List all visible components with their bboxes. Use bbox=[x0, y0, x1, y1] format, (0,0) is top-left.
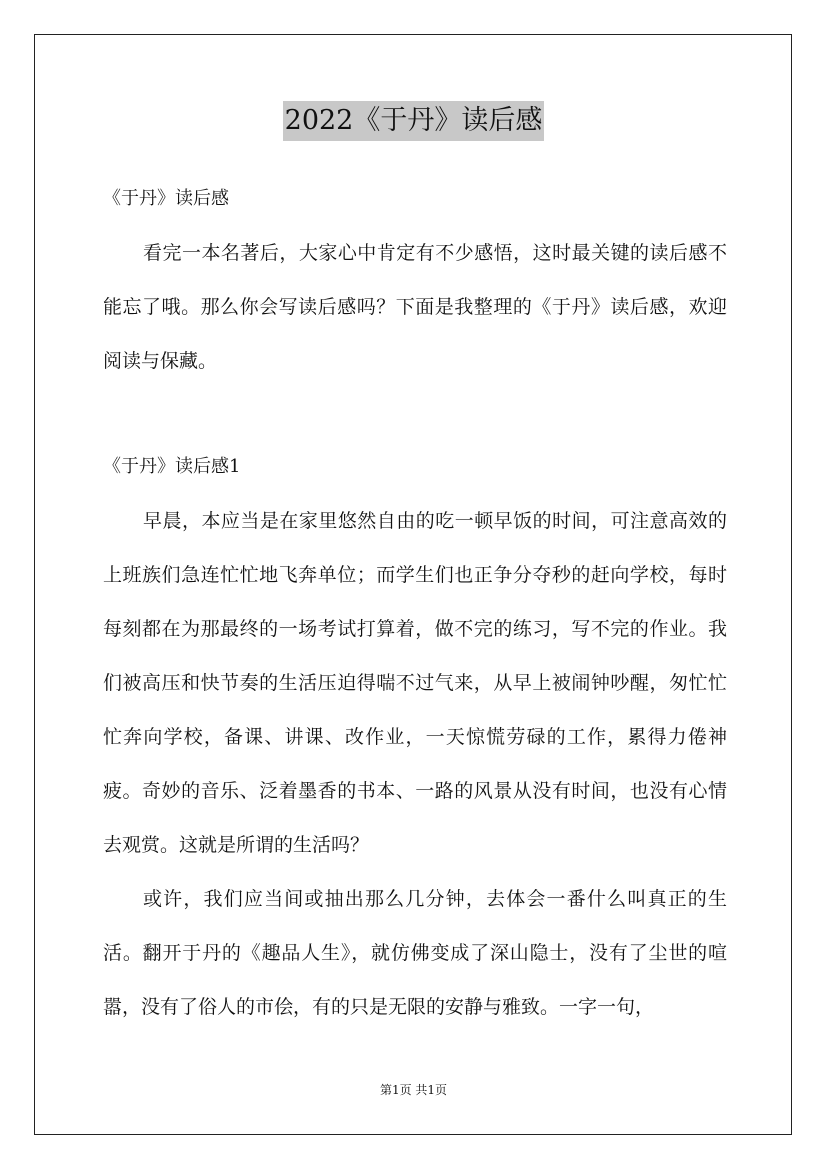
document-title: 2022《于丹》读后感 bbox=[283, 101, 545, 141]
page-footer: 第1页 共1页 bbox=[379, 1083, 448, 1097]
document-body bbox=[103, 172, 727, 1034]
paragraph-gap bbox=[103, 388, 727, 440]
title-container bbox=[0, 101, 827, 141]
document-subtitle: 《于丹》读后感 bbox=[103, 188, 229, 209]
body-paragraph-1: 早晨，本应当是在家里悠然自由的吃一顿早饭的时间，可注意高效的上班族们急连忙忙地飞奔单位；而学生们也正争分夺秒的赶向学校，每时每刻都在为那最终的一场考试打算着，做不完的练习，写不完的作业。我们被高压和快节奏的生活压迫得喘不过气来，从早上被闹钟吵醒，匆忙忙忙奔向学校，备课、讲课、改作业，一天惊慌劳碌的工作，累得力倦神疲。奇妙的音乐、泛着墨香的书本、一路的风景从没有时间，也没有心情去观赏。这就是所谓的生活吗？ bbox=[103, 510, 727, 856]
body-paragraph-2: 或许，我们应当间或抽出那么几分钟，去体会一番什么叫真正的生活。翻开于丹的《趣品人生》，就仿佛变成了深山隐士，没有了尘世的喧嚣，没有了俗人的市侩，有的只是无限的安静与雅致。一字一句， bbox=[103, 888, 727, 1018]
intro-paragraph: 看完一本名著后，大家心中肯定有不少感悟，这时最关键的读后感不能忘了哦。那么你会写读后感吗？下面是我整理的《于丹》读后感，欢迎阅读与保藏。 bbox=[103, 242, 727, 372]
section-heading: 《于丹》读后感1 bbox=[103, 456, 241, 477]
